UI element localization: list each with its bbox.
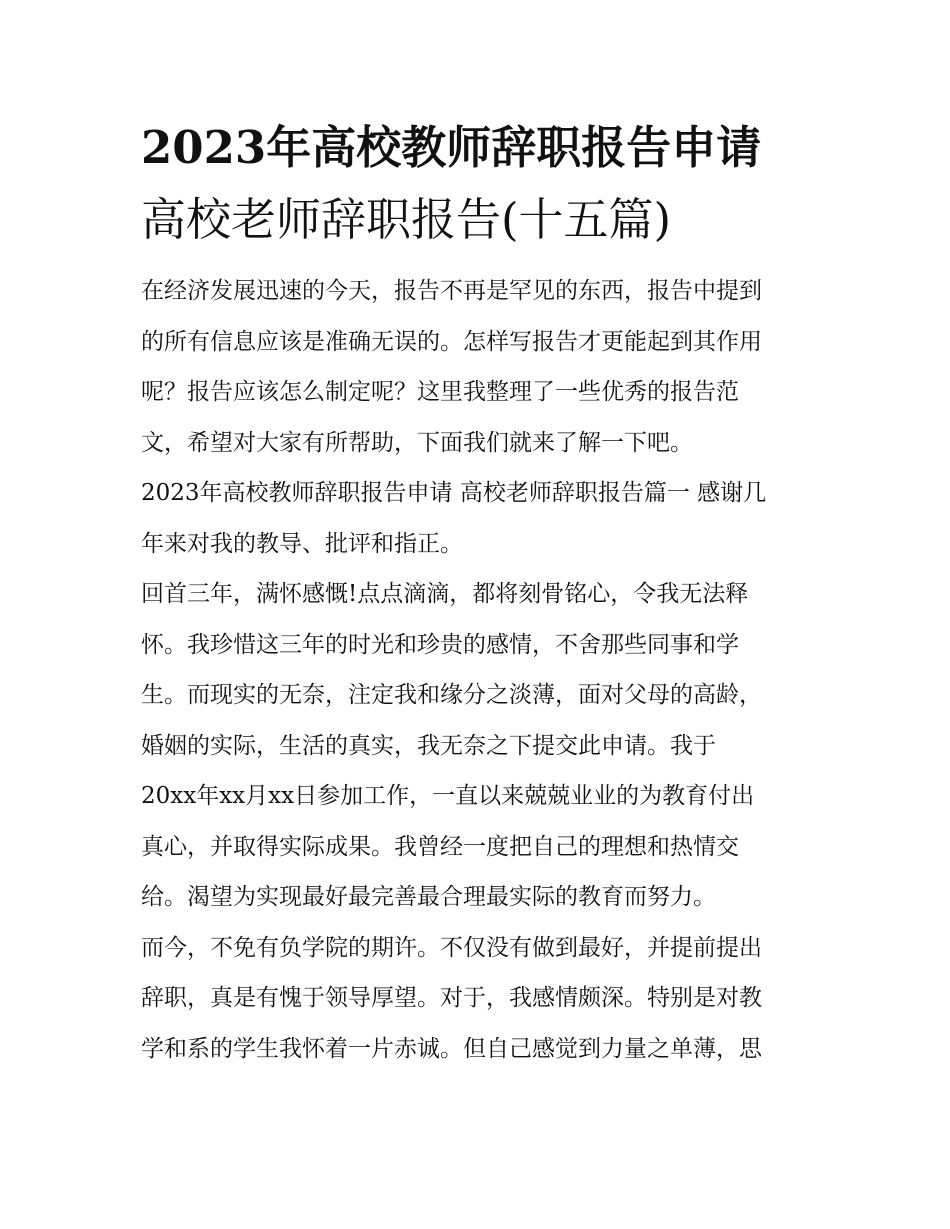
text-line: 辞职，真是有愧于领导厚望。对于，我感情颇深。特别是对教 (141, 985, 762, 1011)
text-line: 的所有信息应该是准确无误的。怎样写报告才更能起到其作用 (141, 328, 762, 355)
paragraph-heading-one (141, 468, 813, 569)
text-line: 而今，不免有负学院的期许。不仅没有做到最好，并提前提出 (141, 934, 762, 961)
text-line: 文，希望对大家有所帮助，下面我们就来了解一下吧。 (141, 429, 693, 456)
document-content (141, 112, 813, 1074)
text-line: 学和系的学生我怀着一片赤诚。但自己感觉到力量之单薄，思 (141, 1035, 762, 1062)
text-line: 2023年高校教师辞职报告申请 高校老师辞职报告篇一 感谢几 (141, 480, 767, 506)
text-line: 在经济发展迅速的今天，报告不再是罕见的东西，报告中提到 (141, 278, 762, 304)
paragraph-intro (141, 266, 813, 468)
text-line: 给。渴望为实现最好最完善最合理最实际的教育而努力。 (141, 884, 716, 910)
text-line: 20xx年xx月xx日参加工作，一直以来兢兢业业的为教育付出 (141, 783, 755, 809)
paragraph-reflection (141, 569, 813, 923)
text-line: 生。而现实的无奈，注定我和缘分之淡薄，面对父母的高龄， (141, 682, 762, 708)
document-title (141, 112, 813, 256)
text-line: 婚姻的实际，生活的真实，我无奈之下提交此申请。我于 (141, 732, 716, 759)
title-line-1: 2023年高校教师辞职报告申请 (141, 121, 762, 174)
title-line-2: 高校老师辞职报告(十五篇) (141, 193, 672, 246)
document-body (141, 266, 813, 1074)
text-line: 呢？报告应该怎么制定呢？这里我整理了一些优秀的报告范 (141, 379, 739, 405)
text-line: 年来对我的教导、批评和指正。 (141, 530, 463, 557)
text-line: 真心，并取得实际成果。我曾经一度把自己的理想和热情交 (141, 833, 739, 860)
text-line: 回首三年，满怀感慨!点点滴滴，都将刻骨铭心，令我无法释 (141, 581, 749, 607)
text-line: 怀。我珍惜这三年的时光和珍贵的感情，不舍那些同事和学 (141, 631, 739, 658)
paragraph-apology (141, 923, 813, 1075)
